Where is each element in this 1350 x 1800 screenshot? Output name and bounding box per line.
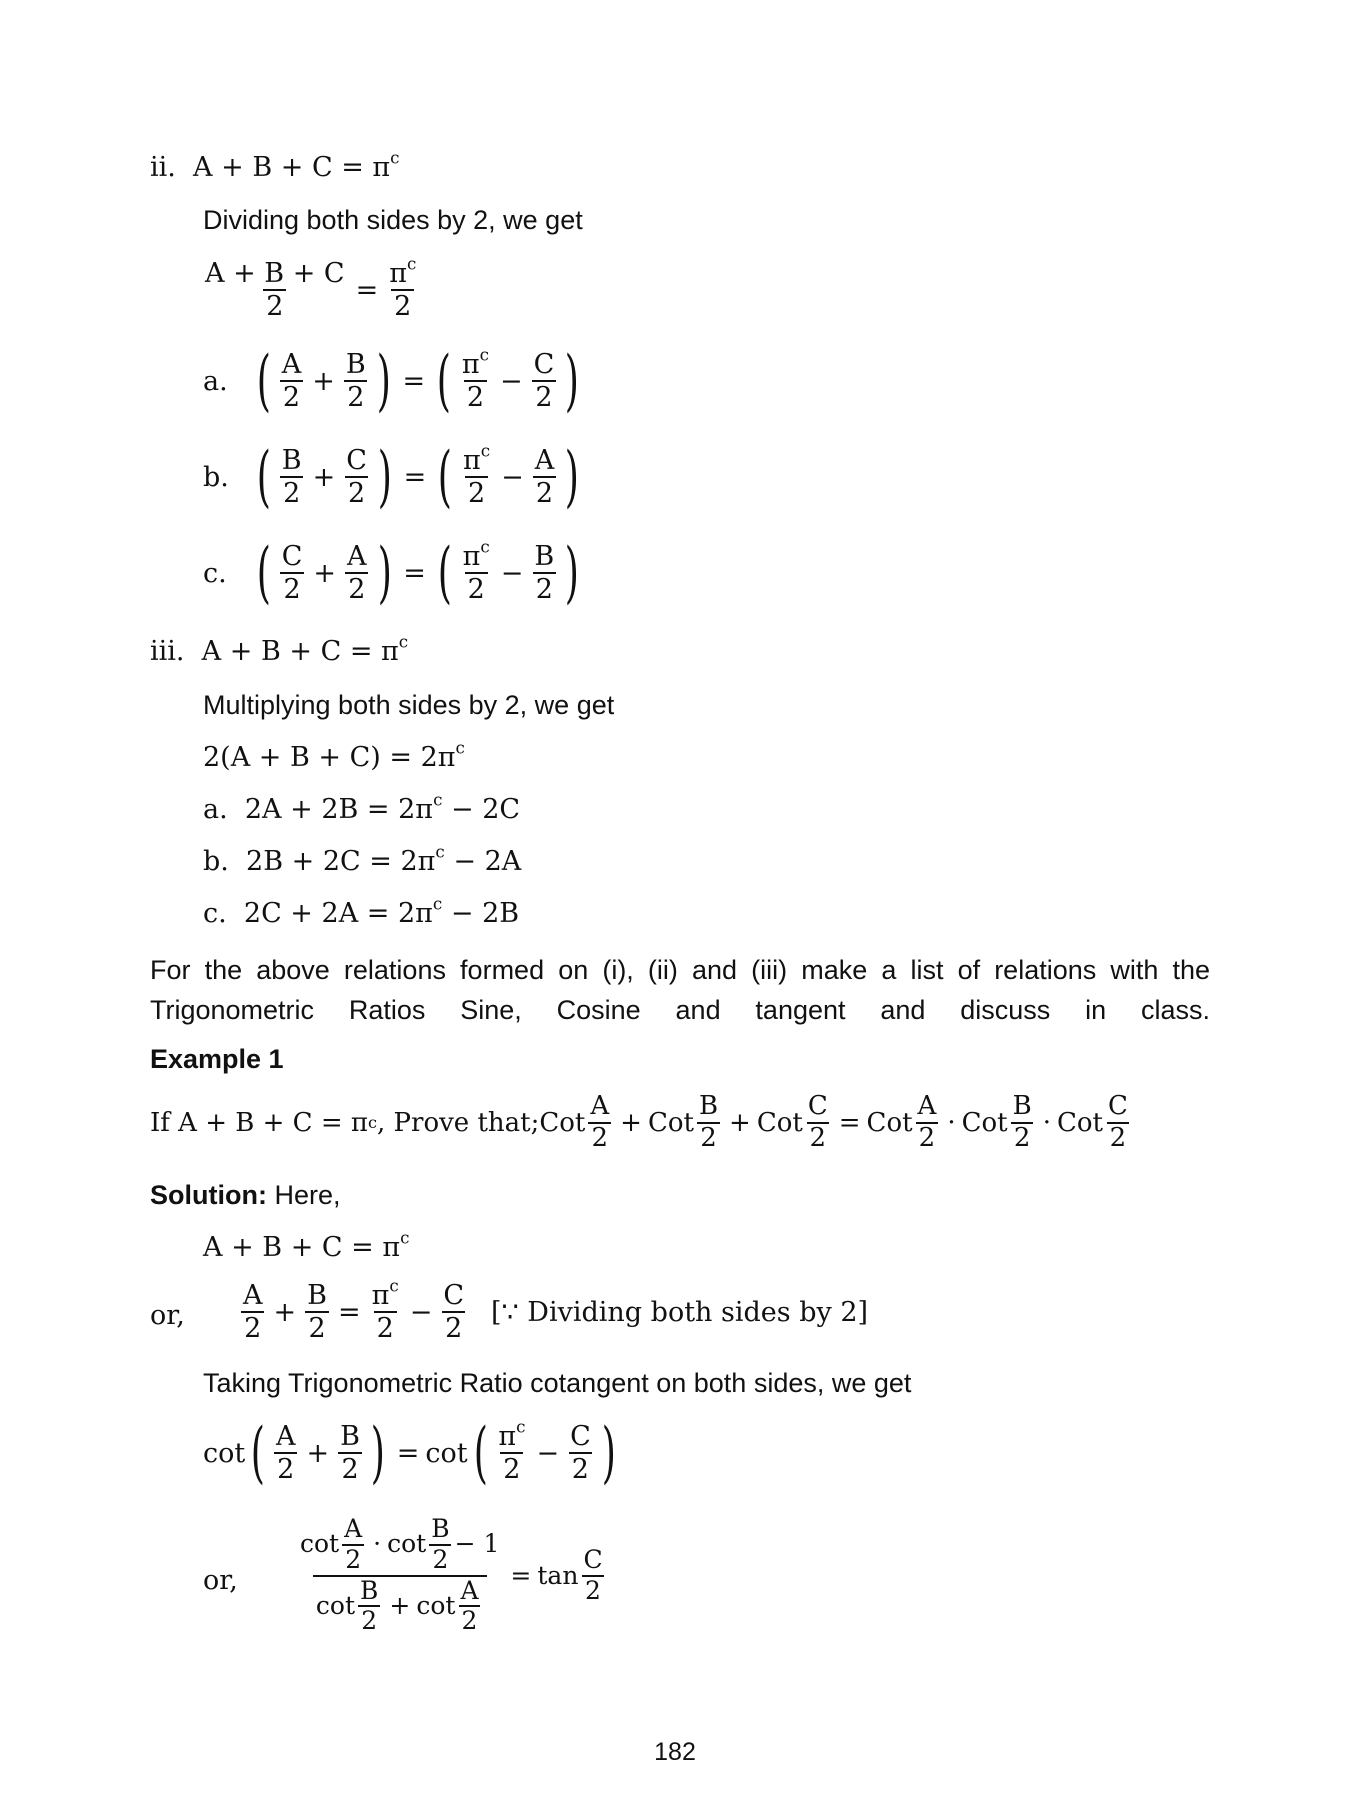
example-statement: If A + B + C = π c , Prove that; Cot $\frac{A}{2}$ + Cot $\frac{B}{2}$ + Cot $\frac{C}{2}$ = Cot $\frac{A}{2}$ · Cot $\frac{B}{2}$ · Cot $\frac{C}{2}$ bbox=[150, 1091, 1128, 1153]
section-iii-item-a: a. $2A + 2B = 2\pi^c - 2C$ bbox=[203, 789, 521, 825]
solution-reason: [∵ Dividing both sides by 2] bbox=[491, 1296, 869, 1328]
solution-equation-4: cot $\frac{A}{2}$ · cot $\frac{B}{2}$ − 1 cot $\frac{B}{2}$ + cot $\frac{A}{2}$ = tan $\frac{C}{2}$ bbox=[300, 1514, 603, 1636]
section-ii-item-a: a. ( $\frac{A}{2}$ + $\frac{B}{2}$ ) = ( $\frac{\pi^c}{2}$ − $\frac{C}{2}$ ) bbox=[203, 342, 580, 419]
solution-or-label-1: or, bbox=[150, 1300, 185, 1331]
section-iii-label: iii. $A + B + C = \pi^c$ bbox=[150, 631, 409, 667]
example-heading: Example 1 bbox=[150, 1044, 284, 1074]
solution-or-label-2: or, bbox=[203, 1565, 238, 1596]
solution-equation-3: cot ( $\frac{A}{2}$ + $\frac{B}{2}$ ) = cot ( $\frac{\pi^c}{2}$ − $\frac{C}{2}$ ) bbox=[203, 1414, 616, 1491]
section-ii-fraction-equation: $\frac{A + B + C}{2}$ = $\frac{\pi^c}{2}$ bbox=[205, 253, 417, 323]
section-ii-item-c: c. ( $\frac{C}{2}$ + $\frac{A}{2}$ ) = ( $\frac{\pi^c}{2}$ − $\frac{B}{2}$ ) bbox=[203, 534, 580, 611]
solution-heading: Solution: Here, bbox=[150, 1180, 341, 1210]
section-iii-equation: $A + B + C = \pi^c$ bbox=[201, 631, 409, 667]
page-number: 182 bbox=[654, 1738, 696, 1766]
section-ii-item-b: b. ( $\frac{B}{2}$ + $\frac{C}{2}$ ) = ( $\frac{\pi^c}{2}$ − $\frac{A}{2}$ ) bbox=[203, 438, 580, 515]
discussion-paragraph: For the above relations formed on (i), (ii) and (iii) make a list of relations with the Trigonometric Ratios Sine, Cosine and tangent and discuss in class. bbox=[150, 955, 1210, 1025]
solution-equation-2: $\frac{A}{2}$ + $\frac{B}{2}$ = $\frac{\pi^c}{2}$ − $\frac{C}{2}$ [∵ Dividing both sides by 2] bbox=[243, 1275, 869, 1345]
section-ii-instruction: Dividing both sides by 2, we get bbox=[203, 205, 583, 235]
section-ii-label: ii. $A + B + C = \pi^c$ bbox=[150, 147, 400, 183]
section-iii-item-b: b. $2B + 2C = 2\pi^c - 2A$ bbox=[203, 841, 522, 877]
section-iii-instruction: Multiplying both sides by 2, we get bbox=[203, 690, 615, 720]
solution-equation-1: $A + B + C = \pi^c$ bbox=[203, 1227, 410, 1263]
solution-instruction: Taking Trigonometric Ratio cotangent on both sides, we get bbox=[203, 1368, 912, 1398]
section-ii-equation: $A + B + C = \pi^c$ bbox=[193, 147, 400, 183]
section-iii-equation-1: $2(A + B + C) = 2\pi^c$ bbox=[203, 737, 465, 773]
section-iii-item-c: c. $2C + 2A = 2\pi^c - 2B$ bbox=[203, 893, 520, 929]
